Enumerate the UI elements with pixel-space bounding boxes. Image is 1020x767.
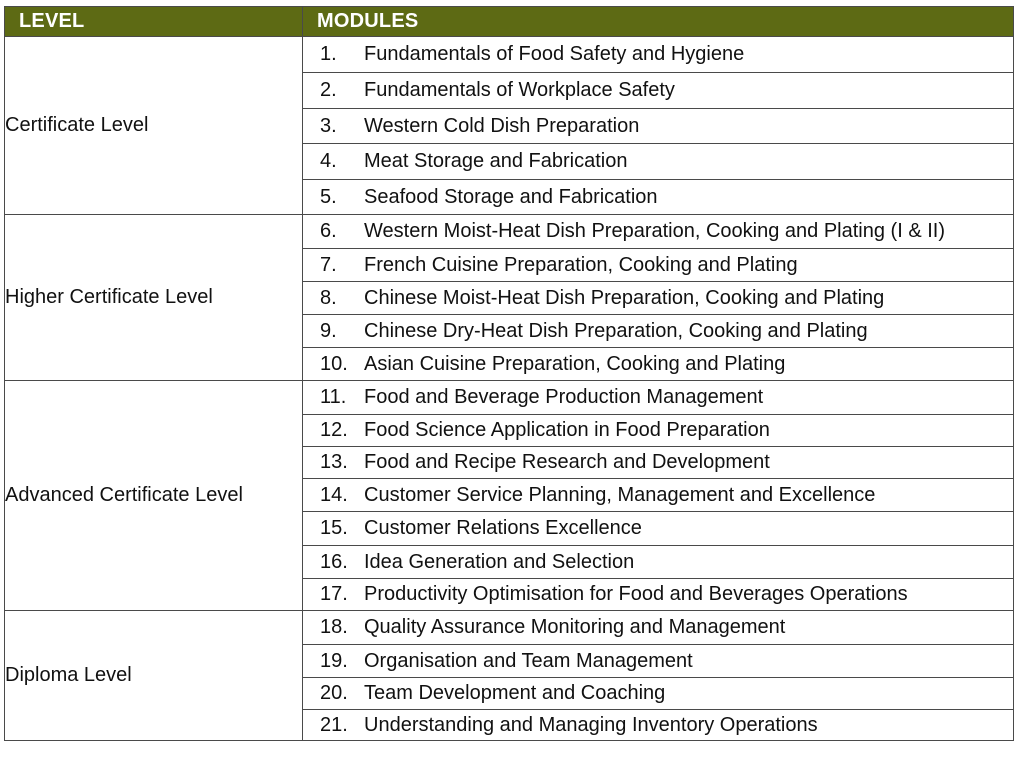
module-number: 21.: [320, 713, 348, 736]
table-row: [5, 37, 1014, 73]
table-body: [5, 37, 1014, 741]
level-cell: Higher Certificate Level: [5, 215, 303, 381]
level-cell: Certificate Level: [5, 37, 303, 215]
module-number: 15.: [320, 517, 348, 539]
module-cell: [303, 348, 1014, 381]
module-cell: [303, 381, 1014, 415]
module-cell: [303, 144, 1014, 180]
module-number: 11.: [320, 386, 347, 408]
module-title: Seafood Storage and Fabrication: [364, 185, 658, 208]
module-number: 10.: [320, 352, 348, 375]
modules-table: [4, 6, 1014, 741]
module-cell: [303, 447, 1014, 479]
module-number: 6.: [320, 220, 337, 242]
module-number: 9.: [320, 319, 337, 342]
module-cell: [303, 479, 1014, 512]
module-number: 3.: [320, 114, 337, 137]
module-cell: [303, 215, 1014, 249]
module-number: 8.: [320, 286, 337, 309]
module-number: 2.: [320, 79, 337, 101]
table-row: [5, 215, 1014, 249]
module-cell: [303, 710, 1014, 741]
module-number: 4.: [320, 150, 337, 172]
module-title: Western Cold Dish Preparation: [364, 114, 640, 137]
module-title: Food and Recipe Research and Development: [364, 451, 770, 473]
modules-column-header: MODULES: [303, 7, 1014, 37]
module-title: Organisation and Team Management: [364, 649, 693, 672]
module-cell: [303, 73, 1014, 109]
module-cell: [303, 579, 1014, 611]
table-row: [5, 381, 1014, 415]
module-cell: [303, 37, 1014, 73]
header-row: [5, 7, 1014, 37]
module-title: Fundamentals of Workplace Safety: [364, 79, 675, 101]
module-title: Chinese Moist-Heat Dish Preparation, Cooking and Plating: [364, 286, 885, 309]
level-cell: Diploma Level: [5, 611, 303, 741]
level-cell: Advanced Certificate Level: [5, 381, 303, 611]
module-number: 12.: [320, 419, 348, 441]
module-cell: [303, 249, 1014, 282]
module-cell: [303, 611, 1014, 645]
module-cell: [303, 109, 1014, 144]
module-cell: [303, 282, 1014, 315]
module-title: Customer Service Planning, Management and Excellence: [364, 483, 876, 506]
module-cell: [303, 546, 1014, 579]
module-cell: [303, 512, 1014, 546]
module-title: Food Science Application in Food Preparation: [364, 419, 770, 441]
module-title: Idea Generation and Selection: [364, 550, 635, 573]
module-number: 17.: [320, 583, 348, 605]
module-title: Chinese Dry-Heat Dish Preparation, Cooking and Plating: [364, 319, 868, 342]
module-cell: [303, 315, 1014, 348]
module-number: 5.: [320, 185, 337, 208]
module-cell: [303, 645, 1014, 678]
module-number: 18.: [320, 616, 348, 638]
module-title: Understanding and Managing Inventory Operations: [364, 713, 818, 736]
module-number: 19.: [320, 649, 348, 672]
module-title: Productivity Optimisation for Food and Beverages Operations: [364, 583, 908, 605]
module-title: Western Moist-Heat Dish Preparation, Cooking and Plating (I & II): [364, 220, 945, 242]
module-title: Quality Assurance Monitoring and Management: [364, 616, 786, 638]
module-number: 7.: [320, 253, 337, 276]
module-title: Fundamentals of Food Safety and Hygiene: [364, 43, 745, 65]
module-cell: [303, 415, 1014, 447]
module-number: 14.: [320, 483, 348, 506]
module-title: Customer Relations Excellence: [364, 517, 642, 539]
module-cell: [303, 180, 1014, 215]
module-number: 20.: [320, 682, 348, 704]
module-title: Asian Cuisine Preparation, Cooking and Plating: [364, 352, 786, 375]
table-row: [5, 611, 1014, 645]
module-title: Food and Beverage Production Management: [364, 386, 764, 408]
module-number: 13.: [320, 451, 348, 473]
module-title: Team Development and Coaching: [364, 682, 666, 704]
module-title: Meat Storage and Fabrication: [364, 150, 628, 172]
level-column-header: LEVEL: [5, 7, 303, 37]
module-number: 16.: [320, 550, 348, 573]
module-cell: [303, 678, 1014, 710]
module-title: French Cuisine Preparation, Cooking and Plating: [364, 253, 798, 276]
module-number: 1.: [320, 43, 337, 65]
